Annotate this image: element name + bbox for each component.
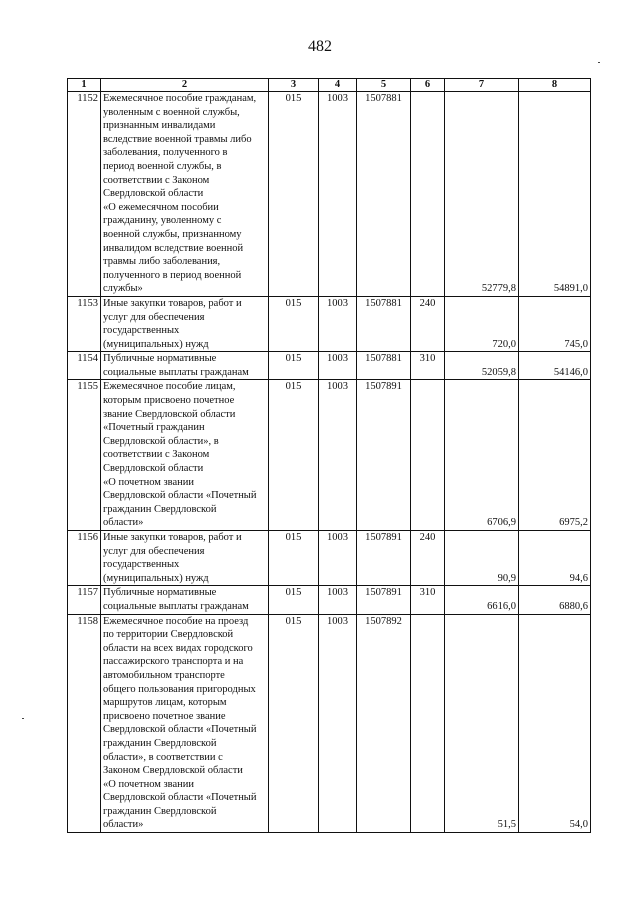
- table-row: [68, 92, 591, 297]
- row-number: 1153: [68, 296, 101, 351]
- scan-artifact: [22, 718, 24, 719]
- row-name: Публичные нормативные социальные выплаты гражданам: [101, 586, 269, 614]
- row-col-6: [411, 380, 445, 531]
- row-col-8: 54146,0: [519, 352, 591, 380]
- row-col-3: 015: [269, 614, 319, 833]
- row-col-7: 52779,8: [445, 92, 519, 297]
- header-col-5: 5: [357, 79, 411, 92]
- row-name: Ежемесячное пособие лицам, которым присвоено почетное звание Свердловской области «Почетный гражданин Свердловской области», в соответствии с Законом Свердловской области «О почетном звании Свердловской области «Почетный гражданин Свердловской области»: [101, 380, 269, 531]
- row-col-4: 1003: [319, 296, 357, 351]
- row-col-8: 745,0: [519, 296, 591, 351]
- table-row: [68, 352, 591, 380]
- header-row: [68, 79, 591, 92]
- row-col-5: 1507891: [357, 586, 411, 614]
- row-col-3: 015: [269, 296, 319, 351]
- row-col-7: 90,9: [445, 531, 519, 586]
- row-col-7: 6616,0: [445, 586, 519, 614]
- table-row: [68, 296, 591, 351]
- budget-table: [67, 78, 591, 833]
- row-number: 1157: [68, 586, 101, 614]
- row-col-3: 015: [269, 92, 319, 297]
- row-col-5: 1507881: [357, 92, 411, 297]
- table-row: [68, 614, 591, 833]
- row-col-8: 6975,2: [519, 380, 591, 531]
- row-number: 1156: [68, 531, 101, 586]
- row-col-6: 310: [411, 352, 445, 380]
- row-col-6: [411, 614, 445, 833]
- row-col-7: 51,5: [445, 614, 519, 833]
- row-name: Публичные нормативные социальные выплаты гражданам: [101, 352, 269, 380]
- row-name: Иные закупки товаров, работ и услуг для обеспечения государственных (муниципальных) нужд: [101, 531, 269, 586]
- table-row: [68, 380, 591, 531]
- header-col-4: 4: [319, 79, 357, 92]
- row-name: Ежемесячное пособие гражданам, уволенным с военной службы, признанным инвалидами вследствие военной травмы либо заболевания, полученного в период военной службы, в соответствии с Законом Свердловской области «О ежемесячном пособии гражданину, уволенному с военной службы, признанному инвалидом вследствие военной травмы либо заболевания, полученного в период военной службы»: [101, 92, 269, 297]
- row-col-7: 6706,9: [445, 380, 519, 531]
- row-col-7: 720,0: [445, 296, 519, 351]
- row-col-8: 6880,6: [519, 586, 591, 614]
- row-col-5: 1507881: [357, 352, 411, 380]
- header-col-6: 6: [411, 79, 445, 92]
- row-col-6: 240: [411, 296, 445, 351]
- row-col-4: 1003: [319, 586, 357, 614]
- row-number: 1155: [68, 380, 101, 531]
- row-col-4: 1003: [319, 352, 357, 380]
- row-number: 1158: [68, 614, 101, 833]
- row-name: Ежемесячное пособие на проезд по территории Свердловской области на всех видах городского пассажирского транспорта и на автомобильном транспорте общего пользования пригородных маршрутов лицам, которым присвоено почетное звание Свердловской области «Почетный гражданин Свердловской области», в соответствии с Законом Свердловской области «О почетном звании Свердловской области «Почетный гражданин Свердловской области»: [101, 614, 269, 833]
- row-col-8: 54891,0: [519, 92, 591, 297]
- table-row: [68, 531, 591, 586]
- header-col-8: 8: [519, 79, 591, 92]
- row-col-4: 1003: [319, 380, 357, 531]
- row-number: 1152: [68, 92, 101, 297]
- row-col-4: 1003: [319, 92, 357, 297]
- row-name: Иные закупки товаров, работ и услуг для обеспечения государственных (муниципальных) нужд: [101, 296, 269, 351]
- header-col-1: 1: [68, 79, 101, 92]
- row-col-3: 015: [269, 380, 319, 531]
- page-number: 482: [308, 38, 332, 55]
- row-col-5: 1507892: [357, 614, 411, 833]
- row-col-6: [411, 92, 445, 297]
- header-col-7: 7: [445, 79, 519, 92]
- row-number: 1154: [68, 352, 101, 380]
- header-col-3: 3: [269, 79, 319, 92]
- row-col-3: 015: [269, 531, 319, 586]
- row-col-8: 94,6: [519, 531, 591, 586]
- row-col-5: 1507881: [357, 296, 411, 351]
- row-col-7: 52059,8: [445, 352, 519, 380]
- row-col-6: 310: [411, 586, 445, 614]
- row-col-3: 015: [269, 352, 319, 380]
- row-col-4: 1003: [319, 614, 357, 833]
- scan-artifact: [598, 62, 600, 63]
- header-col-2: 2: [101, 79, 269, 92]
- row-col-5: 1507891: [357, 380, 411, 531]
- row-col-4: 1003: [319, 531, 357, 586]
- row-col-6: 240: [411, 531, 445, 586]
- table-row: [68, 586, 591, 614]
- row-col-8: 54,0: [519, 614, 591, 833]
- row-col-3: 015: [269, 586, 319, 614]
- row-col-5: 1507891: [357, 531, 411, 586]
